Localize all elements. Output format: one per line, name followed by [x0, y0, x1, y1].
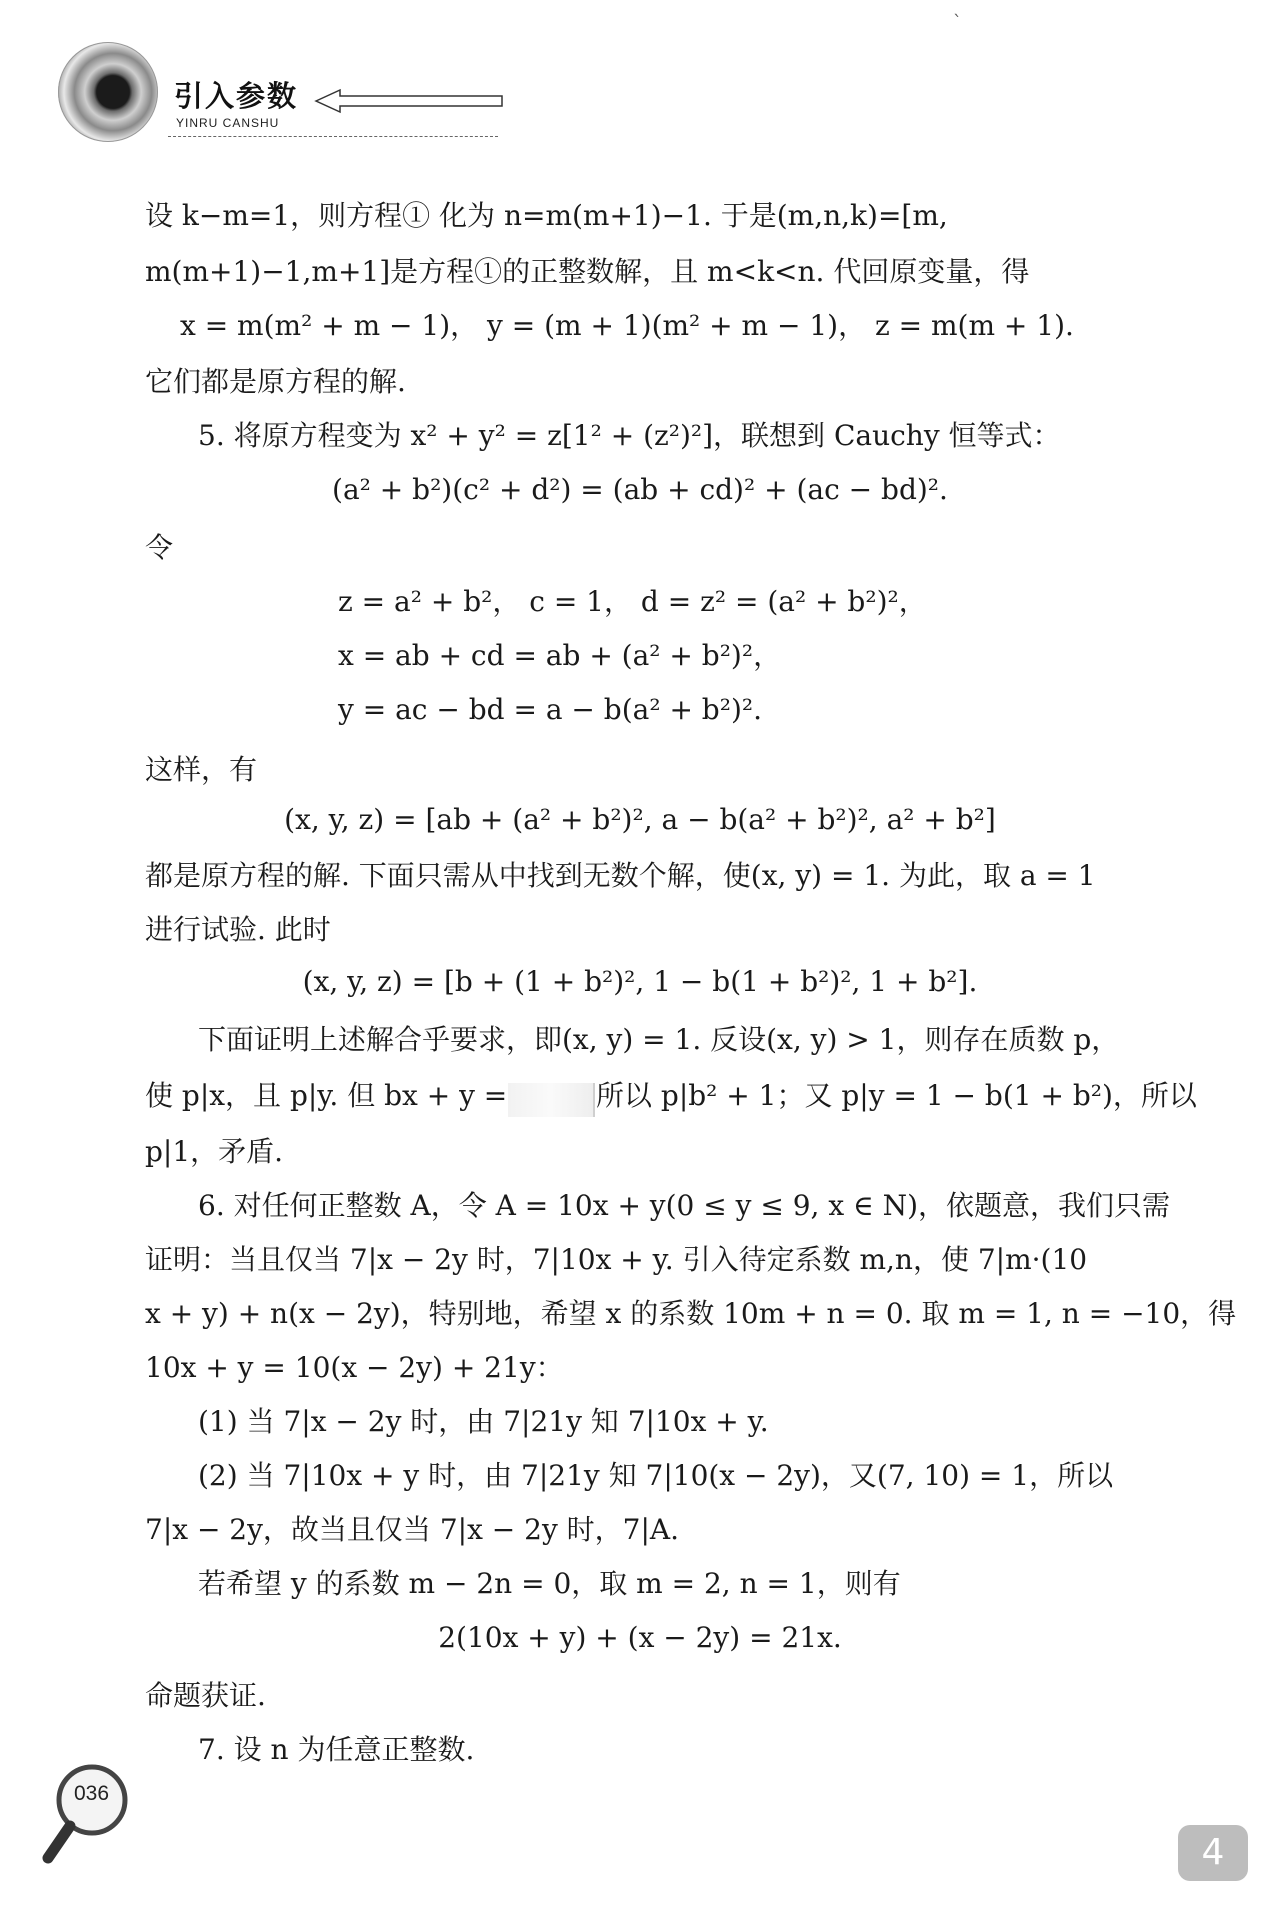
equation-line: (x, y, z) = [ab + (a² + b²)², a − b(a² + b²)², a² + b²] — [284, 803, 996, 836]
disc-logo-icon — [58, 42, 158, 142]
problem-5-line: 5. 将原方程变为 x² + y² = z[1² + (z²)²]，联想到 Cauchy 恒等式： — [198, 419, 1061, 452]
equation-line: y = ac − bd = a − b(a² + b²)². — [338, 693, 763, 726]
arrow-left-icon — [314, 86, 504, 116]
cauchy-identity: (a² + b²)(c² + d²) = (ab + cd)² + (ac − bd)². — [332, 473, 948, 506]
text-line: p|1，矛盾. — [145, 1135, 284, 1168]
text-line: 设 k−m=1，则方程① 化为 n=m(m+1)−1. 于是(m,n,k)=[m, — [145, 199, 948, 232]
chapter-subtitle: YINRU CANSHU — [176, 116, 280, 130]
page-number: 036 — [74, 1782, 110, 1805]
text-line: 7|x − 2y，故当且仅当 7|x − 2y 时，7|A. — [145, 1513, 680, 1546]
text-line: 若希望 y 的系数 m − 2n = 0，取 m = 2, n = 1，则有 — [198, 1567, 901, 1600]
text-line: 进行试验. 此时 — [145, 913, 331, 946]
text-line: 10x + y = 10(x − 2y) + 21y： — [145, 1351, 564, 1384]
text-line: 这样，有 — [145, 753, 258, 786]
blurred-region — [508, 1083, 595, 1117]
stray-mark: ` — [953, 12, 962, 33]
magnifier-icon — [40, 1758, 140, 1868]
page-badge: 4 — [1178, 1825, 1248, 1881]
text-line: 它们都是原方程的解. — [145, 365, 406, 398]
text-line: 令 — [145, 531, 174, 564]
text-line: 所以 p|b² + 1；又 p|y = 1 − b(1 + b²)，所以 — [596, 1079, 1197, 1112]
chapter-header — [48, 36, 468, 146]
text-line: 都是原方程的解. 下面只需从中找到无数个解，使(x, y) = 1. 为此，取 a = 1 — [145, 859, 1096, 892]
chapter-title: 引入参数 — [174, 79, 299, 113]
text-line: m(m+1)−1,m+1]是方程①的正整数解，且 m<k<n. 代回原变量，得 — [145, 255, 1030, 288]
equation-line: z = a² + b²， c = 1， d = z² = (a² + b²)²， — [338, 585, 927, 618]
equation-line: x = m(m² + m − 1)， y = (m + 1)(m² + m − 1)， z = m(m + 1). — [180, 309, 1074, 342]
text-line: 命题获证. — [145, 1679, 266, 1712]
equation-line: x = ab + cd = ab + (a² + b²)²， — [338, 639, 782, 672]
problem-7-line: 7. 设 n 为任意正整数. — [198, 1733, 475, 1766]
equation-line: (x, y, z) = [b + (1 + b²)², 1 − b(1 + b²)², 1 + b²]. — [302, 965, 978, 998]
text-line: 使 p|x，且 p|y. 但 bx + y = — [145, 1079, 508, 1112]
header-divider — [168, 136, 498, 137]
case-2-line: (2) 当 7|10x + y 时，由 7|21y 知 7|10(x − 2y)，又(7, 10) = 1，所以 — [198, 1459, 1114, 1492]
text-line: 下面证明上述解合乎要求，即(x, y) = 1. 反设(x, y) > 1，则存在质数 p， — [198, 1023, 1120, 1056]
problem-6-line: 6. 对任何正整数 A，令 A = 10x + y(0 ≤ y ≤ 9, x ∈ N)，依题意，我们只需 — [198, 1189, 1171, 1222]
equation-line: 2(10x + y) + (x − 2y) = 21x. — [438, 1621, 842, 1654]
text-line: 证明：当且仅当 7|x − 2y 时，7|10x + y. 引入待定系数 m,n，使 7|m·(10 — [145, 1243, 1088, 1276]
text-line: x + y) + n(x − 2y)，特别地，希望 x 的系数 10m + n = 0. 取 m = 1, n = −10，得 — [145, 1297, 1237, 1330]
case-1-line: (1) 当 7|x − 2y 时，由 7|21y 知 7|10x + y. — [198, 1405, 769, 1438]
